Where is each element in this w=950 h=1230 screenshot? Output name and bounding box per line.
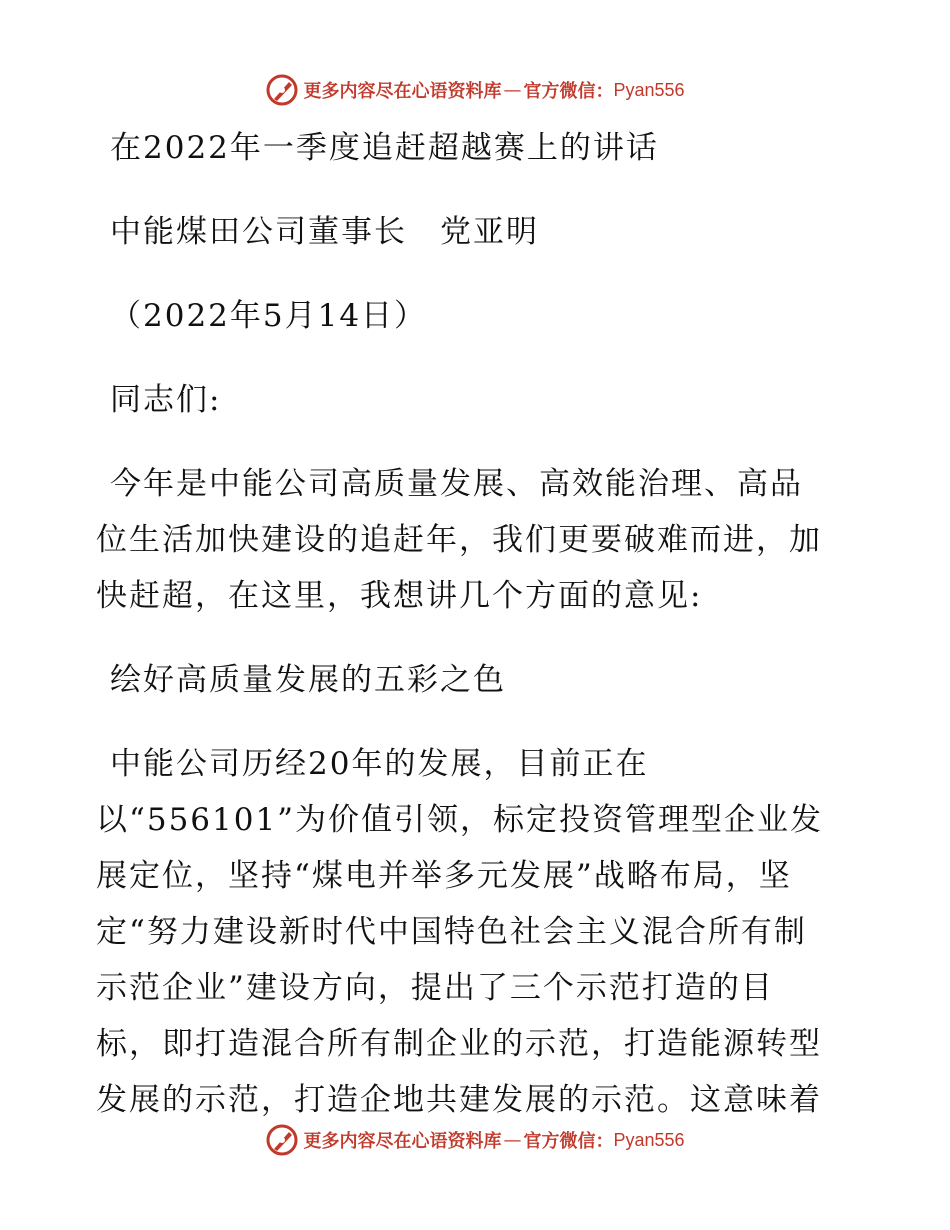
section-heading: 绘好高质量发展的五彩之色	[110, 662, 506, 698]
paragraph-line: 示范企业”建设方向，提出了三个示范打造的目	[96, 970, 774, 1006]
banner-contact-label: 官方微信：	[523, 81, 614, 102]
banner-contact-id: Pyan556	[613, 79, 685, 100]
paragraph-1	[96, 456, 856, 624]
document-body	[96, 120, 856, 1128]
pen-logo-icon	[265, 1123, 299, 1157]
banner-separator: —	[503, 1129, 522, 1151]
header-watermark-banner	[0, 70, 950, 110]
banner-separator: —	[503, 79, 522, 101]
paragraph-2	[96, 736, 856, 1128]
paragraph-line: 快赶超，在这里，我想讲几个方面的意见:	[96, 578, 703, 614]
pen-logo-icon	[265, 73, 299, 107]
paragraph-line: 发展的示范，打造企地共建发展的示范。这意味着	[96, 1082, 822, 1118]
document-author: 中能煤田公司董事长 党亚明	[110, 214, 539, 250]
banner-contact-id: Pyan556	[613, 1129, 685, 1150]
banner-text: 更多内容尽在心语资料库	[303, 81, 502, 102]
paragraph-line: 位生活加快建设的追赶年，我们更要破难而进，加	[96, 522, 822, 558]
paragraph-line: 中能公司历经20年的发展，目前正在	[110, 746, 649, 782]
document-salutation: 同志们:	[110, 382, 222, 418]
paragraph-line: 标，即打造混合所有制企业的示范，打造能源转型	[96, 1026, 822, 1062]
paragraph-line: 今年是中能公司高质量发展、高效能治理、高品	[110, 466, 803, 502]
paragraph-line: 以“556101”为价值引领，标定投资管理型企业发	[96, 802, 824, 838]
banner-text: 更多内容尽在心语资料库	[303, 1131, 502, 1152]
banner-contact-label: 官方微信：	[523, 1131, 614, 1152]
document-title: 在2022年一季度追赶超越赛上的讲话	[110, 130, 659, 166]
footer-watermark-banner	[0, 1120, 950, 1160]
paragraph-line: 定“努力建设新时代中国特色社会主义混合所有制	[96, 914, 807, 950]
paragraph-line: 展定位，坚持“煤电并举多元发展”战略布局，坚	[96, 858, 792, 894]
document-date: （2022年5月14日）	[110, 298, 428, 334]
